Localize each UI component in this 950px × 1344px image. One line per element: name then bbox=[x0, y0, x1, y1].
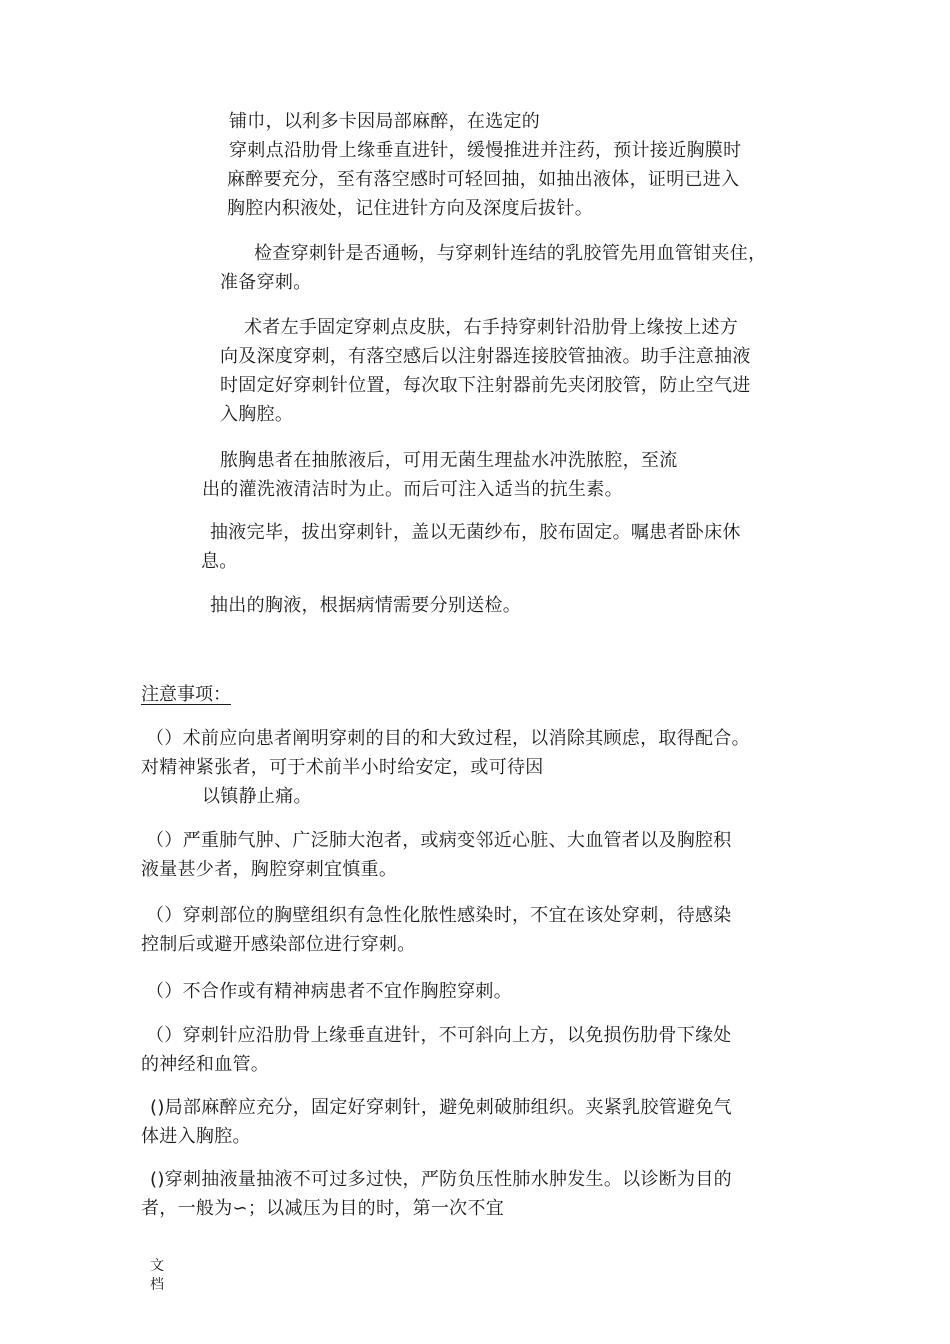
text-line: 出的灌洗液清洁时为止。而后可注入适当的抗生素。 bbox=[202, 479, 623, 500]
note-line: 控制后或避开感染部位进行穿刺。 bbox=[141, 934, 416, 955]
note-line: 液量甚少者，胸腔穿刺宜慎重。 bbox=[141, 859, 398, 880]
text-line: 抽液完毕，拔出穿刺针，盖以无菌纱布，胶布固定。嘱患者卧床休 bbox=[210, 522, 741, 543]
text-line: 入胸腔。 bbox=[220, 404, 294, 425]
note-line: 者，一般为∽；以减压为目的时，第一次不宜 bbox=[141, 1198, 505, 1219]
note-line: ()穿刺抽液量抽液不可过多过快，严防负压性肺水肿发生。以诊断为目的 bbox=[150, 1169, 732, 1190]
text-line: 时固定好穿刺针位置，每次取下注射器前先夹闭胶管，防止空气进 bbox=[220, 375, 751, 396]
note-line: （）严重肺气肿、广泛肺大泡者，或病变邻近心脏、大血管者以及胸腔积 bbox=[146, 830, 732, 851]
text-line: 胸腔内积液处，记住进针方向及深度后拔针。 bbox=[227, 198, 593, 219]
note-line: （）穿刺针应沿肋骨上缘垂直进针，不可斜向上方，以免损伤肋骨下缘处 bbox=[146, 1025, 732, 1046]
footer-label-char: 文 bbox=[150, 1258, 164, 1274]
text-line: 检查穿刺针是否通畅，与穿刺针连结的乳胶管先用血管钳夹住， bbox=[254, 243, 767, 264]
note-line: 体进入胸腔。 bbox=[141, 1126, 251, 1147]
note-line: （）不合作或有精神病患者不宜作胸腔穿刺。 bbox=[146, 981, 512, 1002]
note-line: （）术前应向患者阐明穿刺的目的和大致过程，以消除其顾虑，取得配合。 bbox=[146, 728, 750, 749]
text-line: 穿刺点沿肋骨上缘垂直进针，缓慢推进并注药，预计接近胸膜时 bbox=[229, 140, 742, 161]
footer-label-char: 档 bbox=[150, 1277, 164, 1293]
text-line: 脓胸患者在抽脓液后，可用无菌生理盐水冲洗脓腔，至流 bbox=[220, 450, 678, 471]
text-line: 麻醉要充分，至有落空感时可轻回抽，如抽出液体，证明已进入 bbox=[227, 169, 740, 190]
text-line: 向及深度穿刺，有落空感后以注射器连接胶管抽液。助手注意抽液 bbox=[220, 346, 751, 367]
section-heading: 注意事项： bbox=[141, 684, 231, 705]
text-line: 准备穿刺。 bbox=[220, 272, 312, 293]
note-line: （）穿刺部位的胸壁组织有急性化脓性感染时，不宜在该处穿刺，待感染 bbox=[146, 905, 732, 926]
text-line: 术者左手固定穿刺点皮肤，右手持穿刺针沿肋骨上缘按上述方 bbox=[244, 317, 739, 338]
text-line: 息。 bbox=[201, 551, 238, 572]
note-line: ()局部麻醉应充分，固定好穿刺针，避免刺破肺组织。夹紧乳胶管避免气 bbox=[150, 1097, 732, 1118]
note-line: 对精神紧张者，可于术前半小时给安定，或可待因 bbox=[141, 757, 544, 778]
text-line: 铺巾，以利多卡因局部麻醉，在选定的 bbox=[229, 111, 541, 132]
note-line: 以镇静止痛。 bbox=[202, 786, 312, 807]
note-line: 的神经和血管。 bbox=[141, 1054, 270, 1075]
text-line: 抽出的胸液，根据病情需要分别送检。 bbox=[210, 595, 522, 616]
